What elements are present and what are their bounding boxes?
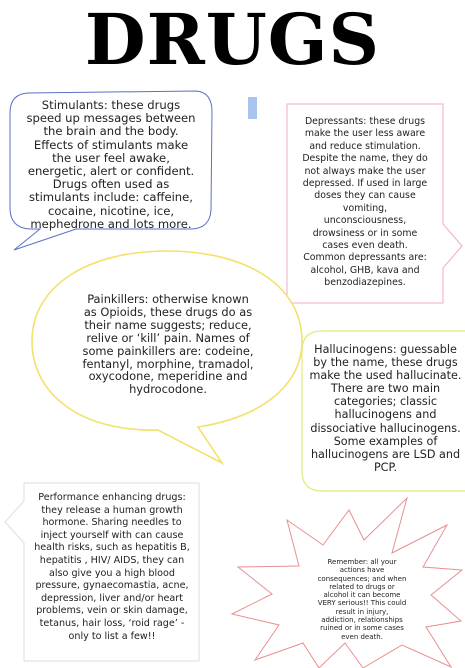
hallucinogens-line: by the name, these drugs [313,356,458,370]
performance-line: only to list a few!! [68,630,156,642]
depressants-line: doses they can cause [314,190,416,202]
stimulants-line: Stimulants: these drugs [41,98,181,112]
painkillers-line: fentanyl, morphine, tramadol, [82,356,254,371]
reminder-text [306,558,418,641]
stimulants-line: stimulants include: caffeine, [29,190,193,205]
performance-line: tetanus, hair loss, ‘roid rage’ - [39,617,185,629]
reminder-line: Remember: all your [327,558,397,566]
depressants-line: vomiting, [342,202,388,214]
reminder-line: VERY serious!! This could [317,599,407,608]
hallucinogens-line: There are two main [330,382,441,396]
performance-line: inject yourself with can cause [40,529,184,541]
reminder-line: result in injury, [335,607,389,616]
hallucinogens-line: make the used hallucinate. [309,369,462,383]
performance-line: health risks, such as hepatitis B, [34,542,190,554]
stimulants-line: cocaine, nicotine, ice, [47,203,175,218]
performance-line: Performance enhancing drugs: [38,492,186,503]
depressants-line: Despite the name, they do [302,153,428,165]
painkillers-line: Painkillers: otherwise known [87,292,249,306]
depressants-line: and reduce stimulation. [309,140,421,152]
performance-line: problems, vein or skin damage, [36,605,188,617]
depressants-line: make the user less aware [304,128,426,140]
painkillers-line: some painkillers are: codeine, [82,343,254,358]
painkillers-line: hydrocodone. [129,382,207,397]
depressants-line: depressed. If used in large [302,178,428,190]
stimulants-text [12,99,210,231]
depressants-line: unconsciousness, [323,215,407,227]
stimulants-line: Drugs often used as [52,177,170,192]
depressants-line: not always make the user [304,165,426,177]
reminder-line: actions have [339,566,385,575]
performance-line: hormone. Sharing needles to [42,517,182,529]
stimulants-line: energetic, alert or confident. [27,164,195,179]
painkillers-line: as Opioids, these drugs do as [83,304,253,319]
stimulants-line: speed up messages between [26,111,196,126]
performance-line: they release a human growth [41,504,183,516]
performance-line: also give you a high blood [48,567,175,579]
hallucinogens-text [306,343,465,474]
depressants-line: alcohol, GHB, kava and [310,264,420,276]
painkillers-line: their name suggests; reduce, [84,317,252,332]
depressants-line: Common depressants are: [303,252,427,264]
stimulants-line: Effects of stimulants make [33,137,189,152]
painkillers-line: relive or ‘kill’ pain. Names of [86,330,250,345]
reminder-line: ruined or in some cases [320,624,404,633]
depressants-line: drowsiness or in some [312,227,418,239]
stimulants-line: mephedrone and lots more. [30,216,192,231]
stimulants-line: the user feel awake, [52,150,170,165]
performance-line: hepatitis , HIV/ AIDS, they can [39,554,185,566]
hallucinogens-line: dissociative hallucinogens. [310,421,461,435]
stimulants-line: the brain and the body. [43,124,179,139]
reminder-line: even death. [341,632,383,641]
page-title: DRUGS [84,0,381,81]
reminder-line: consequences; and when [317,574,407,583]
painkillers-text [52,293,284,396]
performance-line: pressure, gynaecomastia, acne, [35,580,189,592]
reminder-line: addiction, relationships [321,616,403,625]
hallucinogens-line: PCP. [373,460,398,474]
performance-text [26,492,198,643]
hallucinogens-line: hallucinogens are LSD and [310,447,461,461]
hallucinogens-line: Some examples of [333,434,438,448]
depressants-line: benzodiazepines. [324,277,406,289]
depressants-text [289,116,441,290]
painkillers-line: oxycodone, meperidine and [88,369,248,384]
depressants-line: Depressants: these drugs [304,116,426,127]
reminder-line: related to drugs or [329,582,395,591]
hallucinogens-line: hallucinogens and [334,408,437,422]
hallucinogens-line: categories; classic [334,395,437,409]
reminder-line: alcohol it can become [323,591,401,600]
hallucinogens-line: Hallucinogens: guessable [314,343,457,356]
performance-line: depression, liver and/or heart [40,592,184,604]
depressants-line: cases even death. [322,240,408,252]
